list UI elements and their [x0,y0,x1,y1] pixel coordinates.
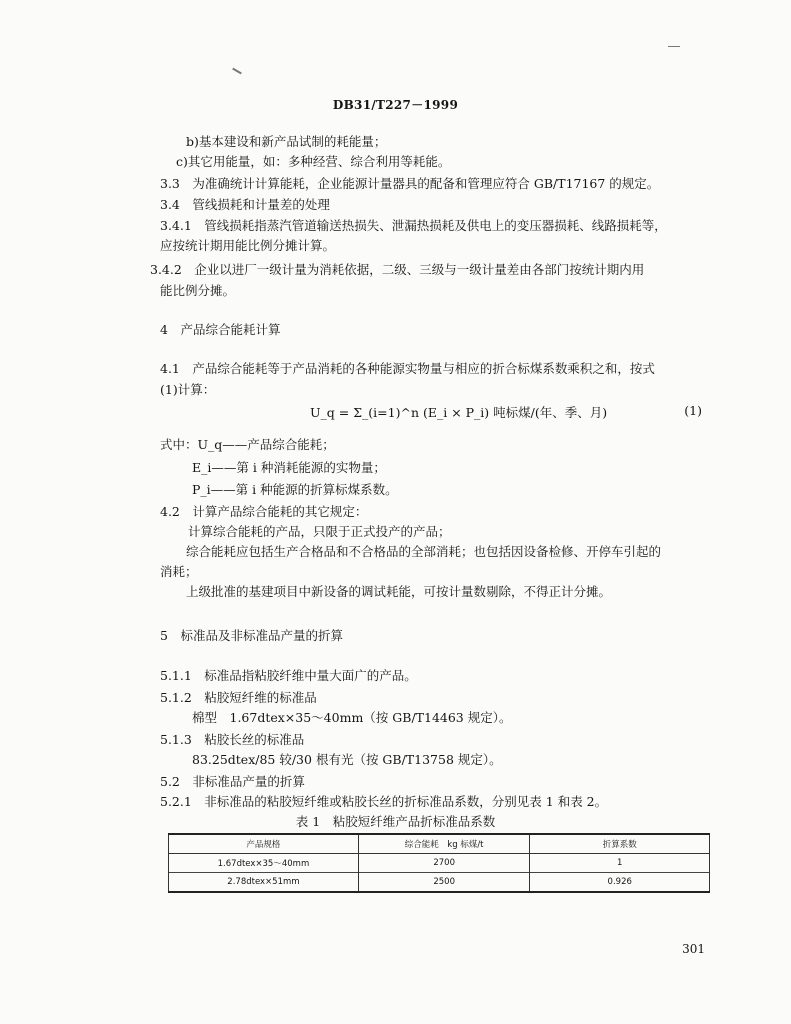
text-line: c)其它用能量，如：多种经营、综合利用等耗能。 [176,154,451,169]
text-line: 3.3 为准确统计计算能耗，企业能源计量器具的配备和管理应符合 GB/T17167 的规定。 [160,176,660,191]
table-row [169,873,710,893]
text-line: 3.4.1 管线损耗指蒸汽管道输送热损失、泄漏热损耗及供电上的变压器损耗、线路损耗等， [160,218,667,233]
document-header: DB31/T227－1999 [332,98,459,112]
text-line: b)基本建设和新产品试制的耗能量； [186,134,387,149]
table-cell: 2700 [358,854,530,873]
text-line: 能比例分摊。 [160,283,236,298]
equation-body: U_q = Σ_(i=1)^n (E_i × P_i) 吨标煤/(年、季、月) [310,405,608,420]
table-header-row [169,834,710,854]
text-line: 式中：U_q——产品综合能耗； [160,437,335,452]
text-line: 综合能耗应包括生产合格品和不合格品的全部消耗；也包括因设备检修、开停车引起的 [186,544,662,559]
text-line: 3.4.2 企业以进厂一级计量为消耗依据，二级、三级与一级计量差由各部门按统计期内用 [150,262,645,277]
scan-mark [232,68,242,75]
text-line: 5.1.3 粘胶长丝的标准品 [160,732,305,747]
section-heading: 4 产品综合能耗计算 [160,322,281,337]
text-line: 5.1.1 标准品指粘胶纤维中量大面广的产品。 [160,668,417,683]
text-line: 83.25dtex/85 较/30 根有光（按 GB/T13758 规定）。 [192,752,502,767]
text-line: 5.1.2 粘胶短纤维的标准品 [160,690,317,705]
column-header: 折算系数 [530,834,710,854]
text-line: P_i——第 i 种能源的折算标煤系数。 [192,482,398,497]
text-line: 4.2 计算产品综合能耗的其它规定： [160,504,368,519]
equation-number: (1) [684,403,702,418]
subsection-heading: 3.4 管线损耗和计量差的处理 [160,197,330,212]
text-line: 5.2.1 非标准品的粘胶短纤维或粘胶长丝的折标准品系数，分别见表 1 和表 2。 [160,794,608,809]
conversion-table [168,833,710,893]
text-line: 消耗； [160,564,198,579]
text-line: (1)计算： [160,382,216,397]
equation [310,403,710,421]
table-cell: 2.78dtex×51mm [169,873,359,893]
table-row [169,854,710,873]
text-line: 5.2 非标准品产量的折算 [160,774,305,789]
text-line: 4.1 产品综合能耗等于产品消耗的各种能源实物量与相应的折合标煤系数乘积之和，按式 [160,361,655,376]
table-cell: 1 [530,854,710,873]
text-line: 计算综合能耗的产品，只限于正式投产的产品； [188,524,451,539]
text-line: 棉型 1.67dtex×35～40mm（按 GB/T14463 规定）。 [192,710,512,725]
table-cell: 1.67dtex×35～40mm [169,854,359,873]
text-line: E_i——第 i 种消耗能源的实物量； [192,460,386,475]
scan-mark [668,46,680,47]
text-line: 上级批准的基建项目中新设备的调试耗能，可按计量数剔除，不得正计分摊。 [186,584,612,599]
column-header: 综合能耗 kg 标煤/t [358,834,530,854]
table-cell: 2500 [358,873,530,893]
table-cell: 0.926 [530,873,710,893]
table-caption: 表 1 粘胶短纤维产品折标准品系数 [295,814,496,829]
section-heading: 5 标准品及非标准品产量的折算 [160,628,343,643]
text-line: 应按统计期用能比例分摊计算。 [160,238,336,253]
column-header: 产品规格 [169,834,359,854]
page-number: 301 [682,942,705,956]
